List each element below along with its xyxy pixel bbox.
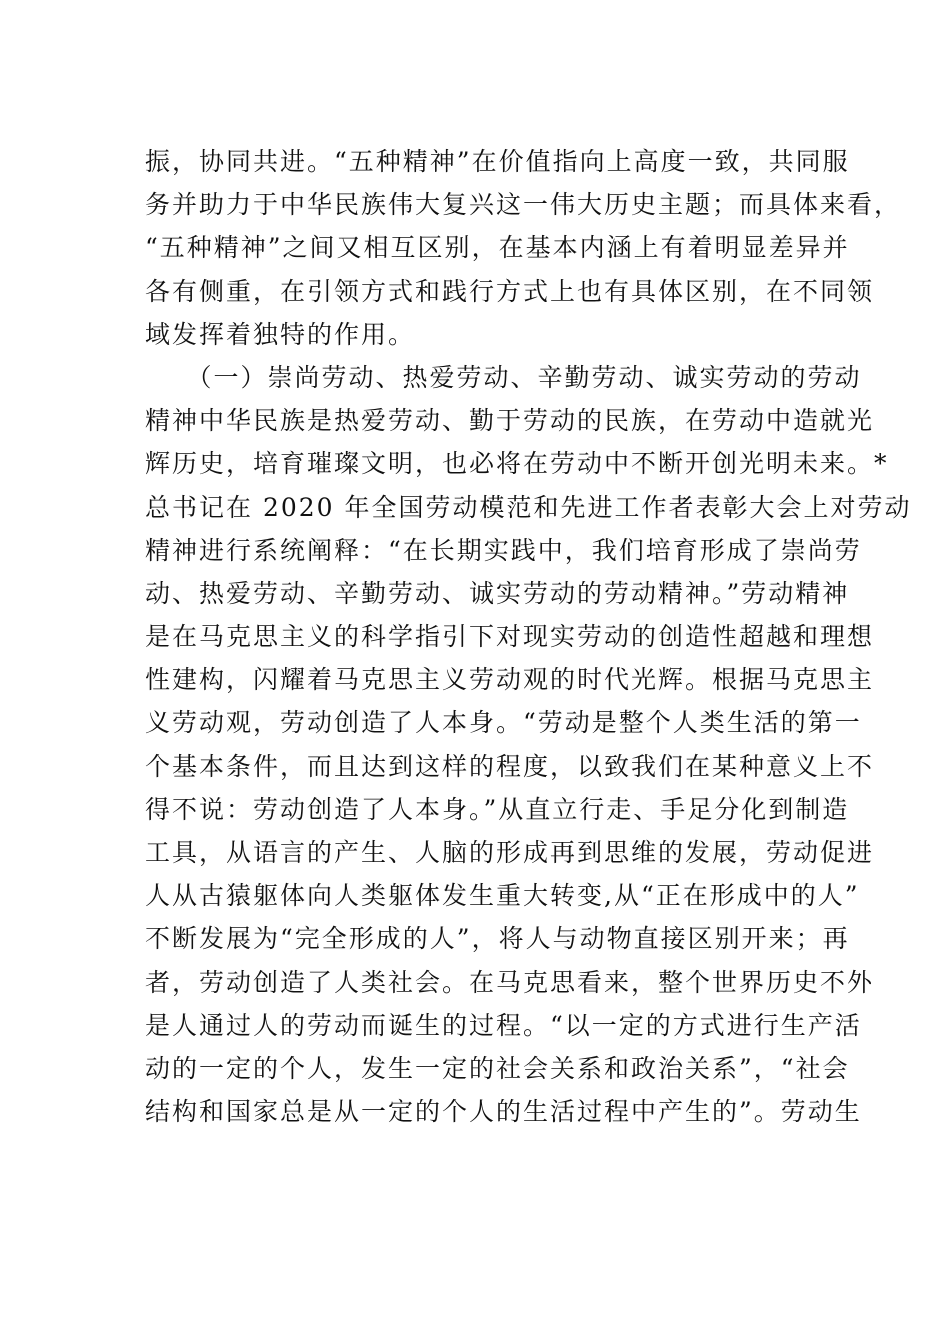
text-line: 动的一定的个人，发生一定的社会关系和政治关系”，“社会 [145,1053,850,1083]
text-line: 性建构，闪耀着马克思主义劳动观的时代光辉。根据马克思主 [145,665,875,695]
text-line: 得不说：劳动创造了人本身。”从直立行走、手足分化到制造 [145,794,850,824]
text-line: 是在马克思主义的科学指引下对现实劳动的创造性超越和理想 [145,622,875,652]
text-line: 结构和国家总是从一定的个人的生活过程中产生的”。劳动生 [145,1097,862,1127]
text-line: 各有侧重，在引领方式和践行方式上也有具体区别，在不同领 [145,276,875,306]
text-line: 域发挥着独特的作用。 [145,319,416,349]
text-line: 不断发展为“完全形成的人”，将人与动物直接区别开来；再 [145,924,850,954]
text-line: 动、热爱劳动、辛勤劳动、诚实劳动的劳动精神。”劳动精神 [145,578,850,608]
text-line: “五种精神”之间又相互区别，在基本内涵上有着明显差异并 [145,233,850,263]
text-line: 精神进行系统阐释：“在长期实践中，我们培育形成了崇尚劳 [145,535,862,565]
text-line: 精神中华民族是热爱劳动、勤于劳动的民族，在劳动中造就光 [145,406,875,436]
text-line: 个基本条件，而且达到这样的程度，以致我们在某种意义上不 [145,751,875,781]
text-line: 工具，从语言的产生、人脑的形成再到思维的发展，劳动促进 [145,838,875,867]
text-line: 人从古猿躯体向人类躯体发生重大转变,从“正在形成中的人” [145,881,860,911]
text-line: 辉历史，培育璀璨文明，也必将在劳动中不断开创光明未来。* [145,449,889,479]
text-line: 振，协同共进。“五种精神”在价值指向上高度一致，共同服 [145,147,850,176]
body-text [145,140,912,1133]
text-line: 义劳动观，劳动创造了人本身。“劳动是整个人类生活的第一 [145,708,862,738]
section-heading-line: （一）崇尚劳动、热爱劳动、辛勤劳动、诚实劳动的劳动 [145,362,862,392]
text-line: 是人通过人的劳动而诞生的过程。“以一定的方式进行生产活 [145,1010,862,1040]
text-line: 者，劳动创造了人类社会。在马克思看来，整个世界历史不外 [145,967,875,997]
text-line: 务并助力于中华民族伟大复兴这一伟大历史主题；而具体来看， [145,190,902,220]
text-line: 总书记在 2020 年全国劳动模范和先进工作者表彰大会上对劳动 [145,492,912,522]
